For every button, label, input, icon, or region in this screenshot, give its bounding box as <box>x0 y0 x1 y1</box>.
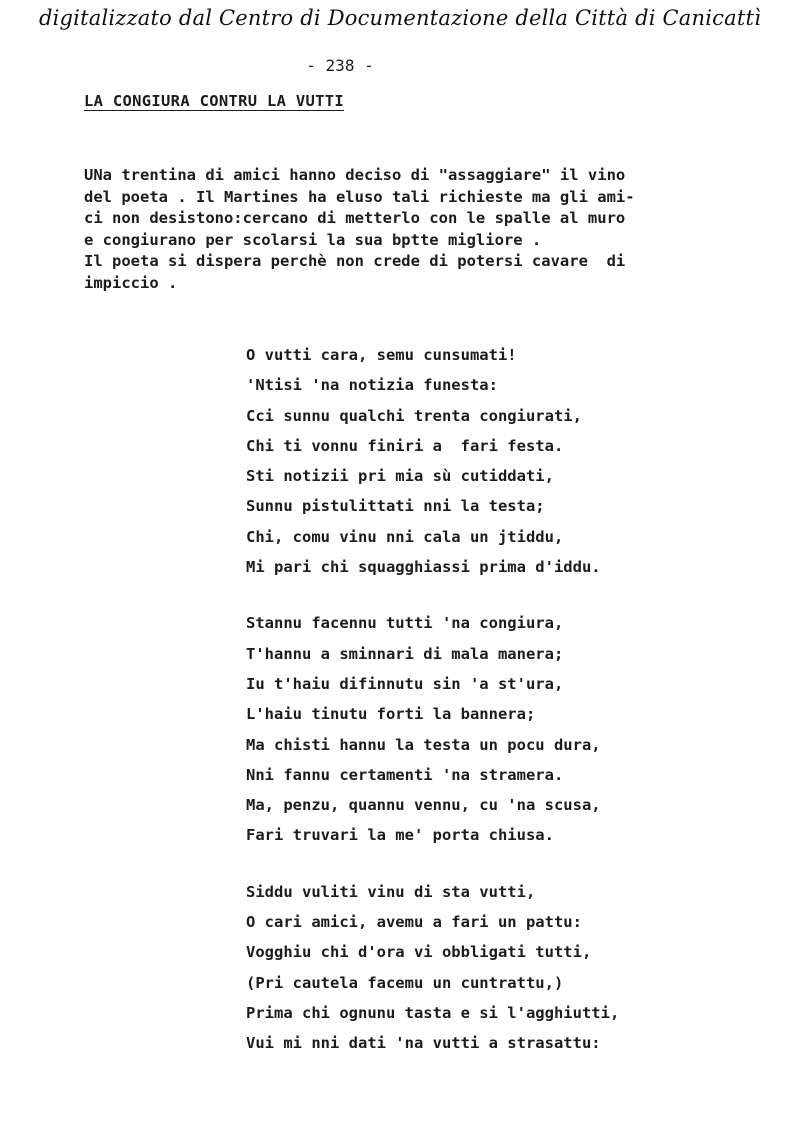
verse-line: Nni fannu certamenti 'na stramera. <box>246 765 564 784</box>
verse-line: Chi ti vonnu finiri a fari festa. <box>246 436 564 455</box>
verse-line: O cari amici, avemu a fari un pattu: <box>246 913 582 932</box>
verse-line: Sunnu pistulittati nni la testa; <box>246 497 545 516</box>
verse-line: Siddu vuliti vinu di sta vutti, <box>246 882 536 901</box>
verse-line: T'hannu a sminnari di mala manera; <box>246 644 564 663</box>
stanza-2 <box>246 608 726 850</box>
poem <box>246 340 726 1085</box>
verse-line: Sti notizii pri mia sù cutiddati, <box>246 467 554 486</box>
poem-title: LA CONGIURA CONTRU LA VUTTI <box>84 92 345 110</box>
intro-line: UNa trentina di amici hanno deciso di "assaggiare" il vino <box>84 166 626 184</box>
intro-line: del poeta . Il Martines ha eluso tali richieste ma gli ami- <box>84 187 635 206</box>
verse-line: Vogghiu chi d'ora vi obbligati tutti, <box>246 943 592 962</box>
verse-line: Cci sunnu qualchi trenta congiurati, <box>246 406 582 425</box>
intro-line: e congiurano per scolarsi la sua bptte migliore . <box>84 230 542 249</box>
verse-line: Prima chi ognunu tasta e si l'agghiutti, <box>246 1003 620 1022</box>
verse-line: Stannu facennu tutti 'na congiura, <box>246 614 564 633</box>
verse-line: O vutti cara, semu cunsumati! <box>246 346 517 364</box>
intro-paragraph <box>84 165 724 294</box>
verse-line: Ma, penzu, quannu vennu, cu 'na scusa, <box>246 796 601 815</box>
verse-line: 'Ntisi 'na notizia funesta: <box>246 376 498 395</box>
page-number: - 238 - <box>306 56 374 75</box>
verse-line: Ma chisti hannu la testa un pocu dura, <box>246 735 601 754</box>
verse-line: Chi, comu vinu nni cala un jtiddu, <box>246 527 564 546</box>
intro-line: Il poeta si dispera perchè non crede di potersi cavare di <box>84 252 626 270</box>
intro-line: ci non desistono:cercano di metterlo con le spalle al muro <box>84 209 626 227</box>
verse-line: Fari truvari la me' porta chiusa. <box>246 826 554 845</box>
verse-line: Iu t'haiu difinnutu sin 'a st'ura, <box>246 674 564 693</box>
stanza-1 <box>246 340 726 582</box>
verse-line: L'haiu tinutu forti la bannera; <box>246 705 536 724</box>
intro-line: impiccio . <box>84 273 178 292</box>
stanza-3 <box>246 877 726 1059</box>
digitization-header: digitalizzato dal Centro di Documentazione della Città di Canicattì <box>38 6 762 30</box>
verse-line: (Pri cautela facemu un cuntrattu,) <box>246 973 564 992</box>
verse-line: Mi pari chi squagghiassi prima d'iddu. <box>246 558 601 577</box>
verse-line: Vui mi nni dati 'na vutti a strasattu: <box>246 1034 601 1053</box>
